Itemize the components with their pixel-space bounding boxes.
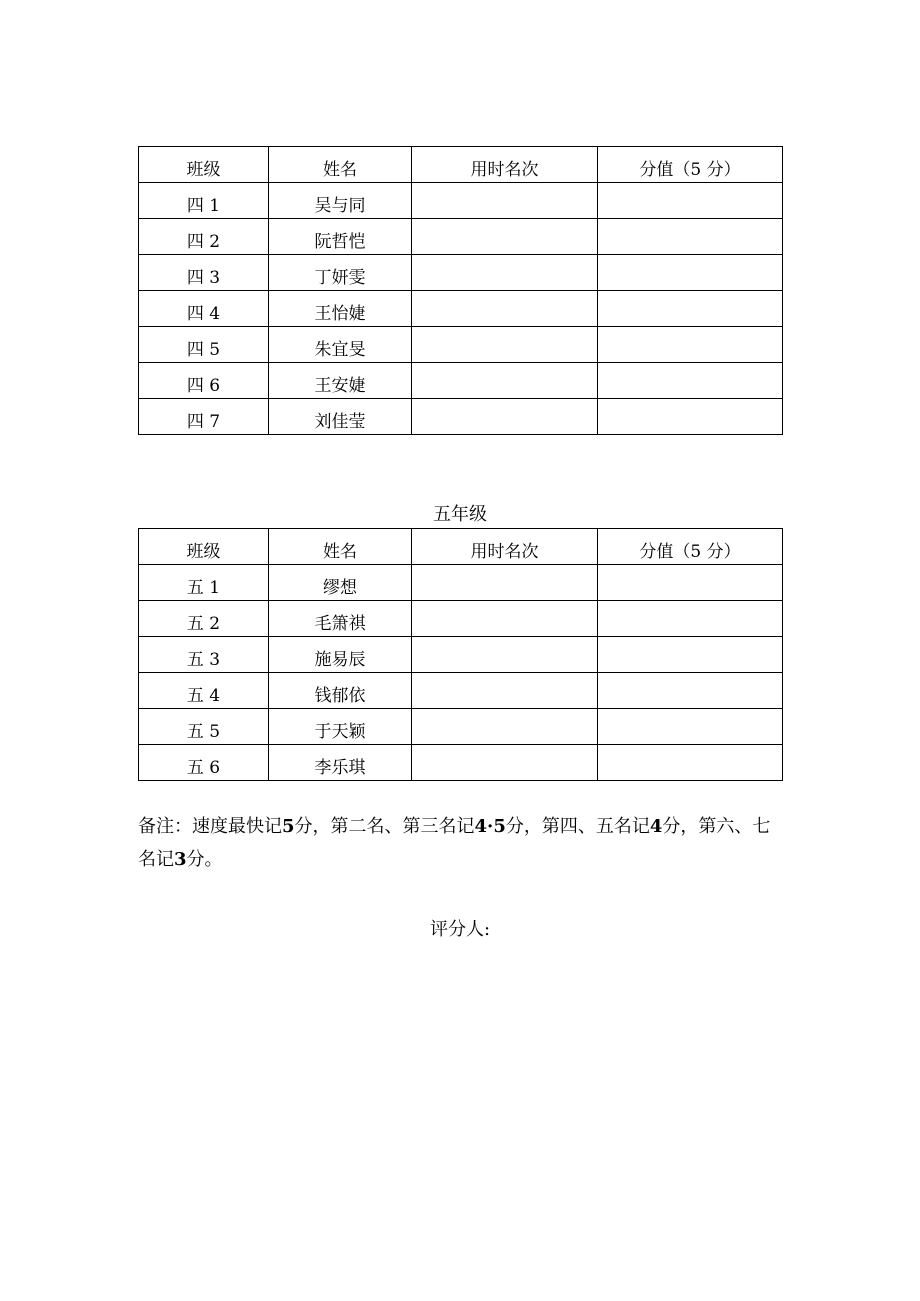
class-cell: 四 4	[139, 291, 269, 327]
note-text: 分。	[186, 849, 223, 870]
name-cell: 缪想	[269, 565, 412, 601]
table-row	[139, 745, 783, 781]
grade5-table	[138, 528, 783, 781]
header-class: 班级	[139, 147, 269, 183]
header-name: 姓名	[269, 147, 412, 183]
class-cell: 五 6	[139, 745, 269, 781]
scoring-note	[138, 810, 788, 876]
table-row	[139, 255, 783, 291]
score-cell[interactable]	[598, 363, 783, 399]
name-cell: 王安婕	[269, 363, 412, 399]
class-cell: 四 7	[139, 399, 269, 435]
rank-cell[interactable]	[412, 709, 598, 745]
class-cell: 四 1	[139, 183, 269, 219]
header-score: 分值（5 分）	[598, 147, 783, 183]
class-cell: 四 5	[139, 327, 269, 363]
name-cell: 于天颖	[269, 709, 412, 745]
table-row	[139, 183, 783, 219]
table-row	[139, 327, 783, 363]
score-cell[interactable]	[598, 219, 783, 255]
class-cell: 五 5	[139, 709, 269, 745]
rank-cell[interactable]	[412, 673, 598, 709]
header-rank: 用时名次	[412, 147, 598, 183]
note-value: 4	[649, 816, 663, 837]
table-row	[139, 363, 783, 399]
rank-cell[interactable]	[412, 637, 598, 673]
class-cell: 五 2	[139, 601, 269, 637]
class-cell: 五 1	[139, 565, 269, 601]
class-cell: 五 3	[139, 637, 269, 673]
score-cell[interactable]	[598, 709, 783, 745]
score-cell[interactable]	[598, 601, 783, 637]
score-cell[interactable]	[598, 565, 783, 601]
name-cell: 王怡婕	[269, 291, 412, 327]
name-cell: 李乐琪	[269, 745, 412, 781]
name-cell: 毛箫祺	[269, 601, 412, 637]
score-cell[interactable]	[598, 673, 783, 709]
header-class: 班级	[139, 529, 269, 565]
table-header-row	[139, 529, 783, 565]
table-row	[139, 565, 783, 601]
table-header-row	[139, 147, 783, 183]
rank-cell[interactable]	[412, 745, 598, 781]
name-cell: 刘佳莹	[269, 399, 412, 435]
header-rank: 用时名次	[412, 529, 598, 565]
header-score: 分值（5 分）	[598, 529, 783, 565]
table-row	[139, 637, 783, 673]
rank-cell[interactable]	[412, 183, 598, 219]
note-text: 分，第二名、第三名记	[294, 816, 475, 837]
grade5-table-body	[139, 529, 783, 781]
note-value: 4·5	[474, 816, 506, 837]
header-name: 姓名	[269, 529, 412, 565]
note-text: 分，第六、七名记	[138, 816, 771, 870]
rank-cell[interactable]	[412, 601, 598, 637]
rank-cell[interactable]	[412, 219, 598, 255]
table-row	[139, 291, 783, 327]
name-cell: 钱郁依	[269, 673, 412, 709]
scorer-label: 评分人:	[429, 919, 491, 940]
rank-cell[interactable]	[412, 291, 598, 327]
note-value: 3	[174, 849, 187, 870]
score-cell[interactable]	[598, 255, 783, 291]
note-text: 分，第四、五名记	[505, 816, 650, 837]
rank-cell[interactable]	[412, 327, 598, 363]
rank-cell[interactable]	[412, 363, 598, 399]
rank-cell[interactable]	[412, 255, 598, 291]
grade5-title: 五年级	[433, 504, 487, 525]
table-row	[139, 399, 783, 435]
rank-cell[interactable]	[412, 565, 598, 601]
score-cell[interactable]	[598, 637, 783, 673]
name-cell: 丁妍雯	[269, 255, 412, 291]
table-row	[139, 601, 783, 637]
score-cell[interactable]	[598, 183, 783, 219]
score-cell[interactable]	[598, 291, 783, 327]
note-text: 备注：速度最快记	[138, 816, 282, 837]
name-cell: 朱宜旻	[269, 327, 412, 363]
score-cell[interactable]	[598, 327, 783, 363]
name-cell: 吴与同	[269, 183, 412, 219]
note-value: 5	[282, 816, 295, 837]
table-row	[139, 219, 783, 255]
grade4-table-body	[139, 147, 783, 435]
score-cell[interactable]	[598, 399, 783, 435]
name-cell: 阮哲恺	[269, 219, 412, 255]
class-cell: 四 2	[139, 219, 269, 255]
class-cell: 四 3	[139, 255, 269, 291]
table-row	[139, 709, 783, 745]
name-cell: 施易辰	[269, 637, 412, 673]
table-row	[139, 673, 783, 709]
grade4-table	[138, 146, 783, 435]
score-cell[interactable]	[598, 745, 783, 781]
class-cell: 五 4	[139, 673, 269, 709]
rank-cell[interactable]	[412, 399, 598, 435]
class-cell: 四 6	[139, 363, 269, 399]
